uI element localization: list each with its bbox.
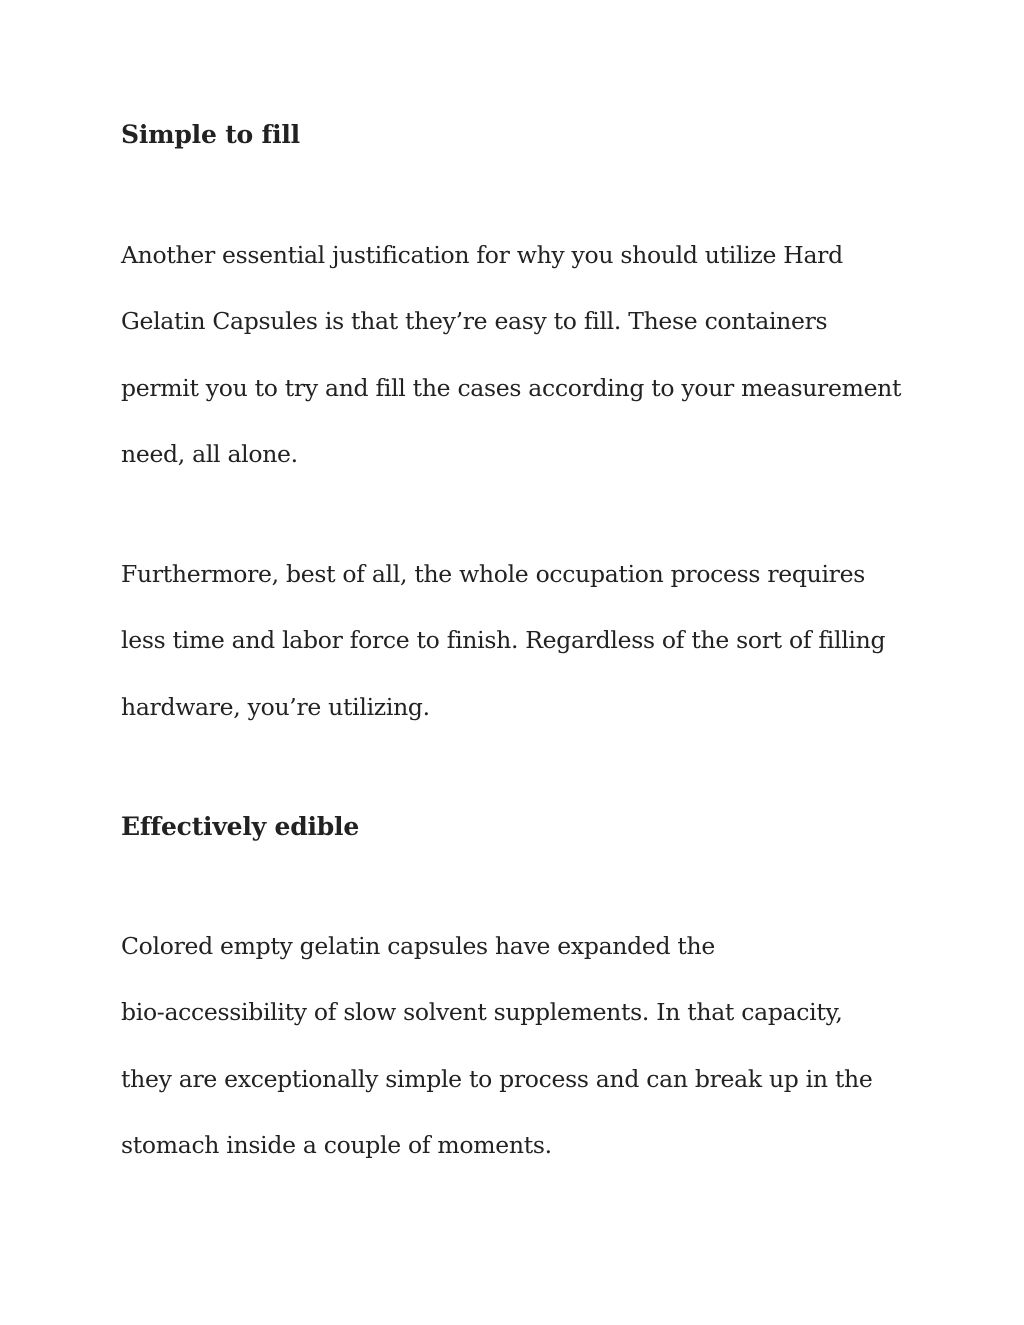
text-line: Colored empty gelatin capsules have expanded the [121,932,715,960]
text-line: Another essential justification for why you should utilize Hard [121,241,843,269]
paragraph [121,559,885,758]
text-line: Gelatin Capsules is that they’re easy to fill. These containers [121,307,828,336]
text-line: permit you to try and fill the cases according to your measurement [121,373,902,402]
text-line: hardware, you’re utilizing. [121,692,430,721]
text-line: they are exceptionally simple to process and can break up in the [121,1064,873,1093]
paragraph [121,931,873,1196]
paragraph [121,240,901,505]
section-heading-simple-to-fill: Simple to fill [121,120,300,149]
text-line: stomach inside a couple of moments. [121,1130,552,1159]
text-line: bio-accessibility of slow solvent supplements. In that capacity, [121,998,843,1027]
text-line: less time and labor force to finish. Regardless of the sort of filling [121,626,886,655]
text-line: need, all alone. [121,439,298,468]
text-line: Furthermore, best of all, the whole occupation process requires [121,560,865,588]
section-heading-effectively-edible: Effectively edible [121,812,360,841]
